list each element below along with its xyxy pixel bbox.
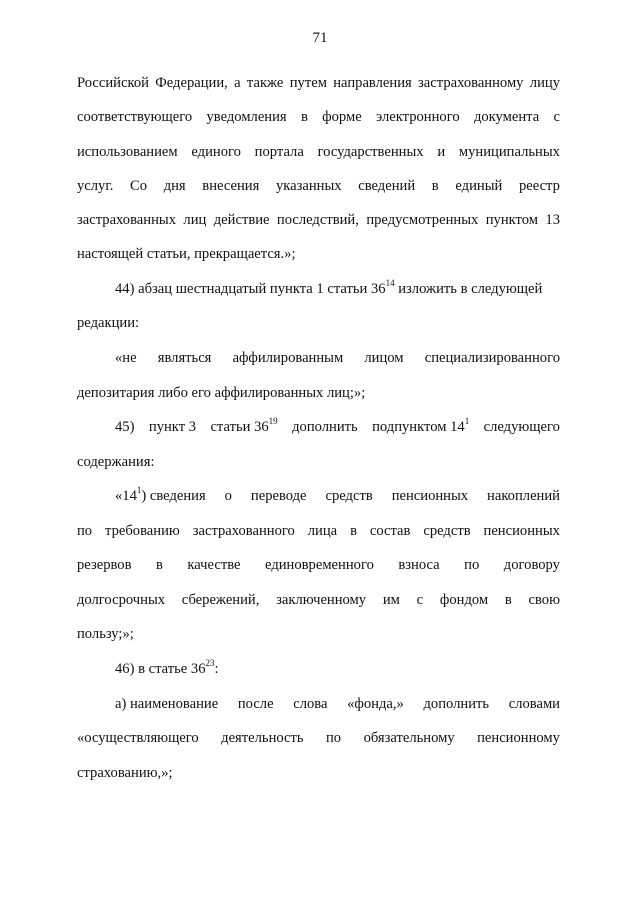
text-run: изложить в следующей: [394, 281, 543, 297]
word: также: [246, 75, 284, 91]
text-line: редакции:: [77, 315, 140, 331]
word: свою: [528, 592, 560, 608]
word: единого: [191, 144, 241, 160]
text-line: страхованию,»;: [77, 765, 173, 781]
word: лиц: [183, 212, 207, 228]
word: с: [553, 109, 560, 125]
text-run: :: [214, 661, 219, 677]
word: застрахованных: [77, 212, 176, 228]
word: подпунктом 14: [372, 419, 465, 435]
text-line: [77, 107, 560, 127]
superscript: 14: [385, 278, 395, 289]
word: аффилированным: [232, 350, 344, 366]
superscript: 1: [136, 485, 142, 496]
item-46-line: [115, 659, 560, 679]
word: действие: [213, 212, 270, 228]
word: следующего: [483, 419, 560, 435]
word: застрахованного: [192, 523, 295, 539]
word: статьи 36: [210, 419, 269, 435]
word: «фонда,»: [347, 696, 404, 712]
word: в: [300, 109, 308, 125]
item-44-line: [115, 279, 560, 299]
word: ) сведения: [141, 488, 206, 504]
text-line: содержания:: [77, 454, 155, 470]
text-run: 46) в статье 36: [115, 661, 206, 677]
word: словами: [508, 696, 560, 712]
word: дополнить: [292, 419, 358, 435]
word: по: [326, 730, 342, 746]
text-run: 44) абзац шестнадцатый пункта 1 статьи 36: [115, 281, 386, 297]
word: лица: [307, 523, 338, 539]
item-45-line: [115, 417, 560, 437]
word: Со: [130, 178, 148, 194]
word: внесения: [202, 178, 260, 194]
text-line: [115, 694, 560, 714]
word: средств: [325, 488, 373, 504]
text-line: пользу;»;: [77, 626, 134, 642]
text-line: [77, 728, 560, 748]
word: реестр: [518, 178, 560, 194]
word: после: [237, 696, 274, 712]
word: в: [431, 178, 439, 194]
text-line: [77, 73, 560, 93]
page-number: 71: [312, 30, 328, 46]
word: в: [350, 523, 357, 539]
word: качестве: [187, 557, 241, 573]
word: лицом: [364, 350, 404, 366]
word: специализированного: [424, 350, 560, 366]
word: пенсионному: [477, 730, 560, 746]
word: уведомления: [206, 109, 287, 125]
word: единый: [455, 178, 503, 194]
word: соответствующего: [77, 109, 193, 125]
word: о: [224, 488, 232, 504]
word: им: [382, 592, 400, 608]
text-line: депозитария либо его аффилированных лиц;»;: [77, 385, 366, 401]
text-line: [77, 590, 560, 610]
word: требованию: [105, 523, 180, 539]
text-line: [115, 348, 560, 368]
text-line: [77, 521, 560, 541]
word: указанных: [275, 178, 342, 194]
word: взноса: [398, 557, 440, 573]
word: в: [156, 557, 163, 573]
word-group: [372, 417, 469, 437]
word: лицу: [529, 75, 560, 91]
word: с: [416, 592, 424, 608]
superscript: 19: [268, 416, 278, 427]
superscript: 23: [205, 658, 215, 669]
word: фондом: [439, 592, 489, 608]
word: слова: [293, 696, 328, 712]
word: предусмотренных: [366, 212, 479, 228]
word: портала: [254, 144, 304, 160]
word: а: [234, 75, 241, 91]
word: сведений: [358, 178, 416, 194]
word: договору: [503, 557, 560, 573]
word: в: [504, 592, 512, 608]
word: резервов: [77, 557, 132, 573]
word: а) наименование: [115, 696, 219, 712]
word: единовременного: [265, 557, 374, 573]
word: услуг.: [77, 178, 114, 194]
word: муниципальных: [458, 144, 560, 160]
word: «осуществляющего: [77, 730, 199, 746]
superscript: 1: [464, 416, 470, 427]
word: дня: [163, 178, 186, 194]
word: 45): [115, 419, 135, 435]
word: сбережений,: [181, 592, 260, 608]
word-group: [115, 486, 206, 506]
word: по: [464, 557, 480, 573]
word: Федерации,: [155, 75, 228, 91]
word: государственных: [317, 144, 424, 160]
word: 13: [545, 212, 560, 228]
text-line: [77, 142, 560, 162]
word: средств: [423, 523, 471, 539]
word: состав: [369, 523, 411, 539]
word: по: [77, 523, 93, 539]
text-line: [77, 210, 560, 230]
word: «не: [115, 350, 137, 366]
word: заключенному: [276, 592, 367, 608]
word: пунктом: [485, 212, 538, 228]
word: направления: [333, 75, 412, 91]
word: дополнить: [423, 696, 490, 712]
word: форме: [322, 109, 362, 125]
word: пенсионных: [391, 488, 469, 504]
word: последствий,: [276, 212, 359, 228]
word: застрахованному: [418, 75, 524, 91]
word: путем: [289, 75, 327, 91]
text-line: [77, 176, 560, 196]
word: пункт 3: [148, 419, 197, 435]
word: электронного: [376, 109, 460, 125]
text-line: настоящей статьи, прекращается.»;: [77, 246, 296, 262]
word: накоплений: [487, 488, 560, 504]
word: деятельность: [221, 730, 304, 746]
word-group: [210, 417, 277, 437]
word: обязательному: [363, 730, 455, 746]
word: документа: [473, 109, 540, 125]
text-line: [77, 555, 560, 575]
word: являться: [157, 350, 212, 366]
word: переводе: [250, 488, 307, 504]
word: долгосрочных: [77, 592, 166, 608]
item-14-1-line: [115, 486, 560, 506]
word: «14: [115, 488, 137, 504]
word: и: [437, 144, 446, 160]
word: пенсионных: [483, 523, 560, 539]
word: использованием: [77, 144, 178, 160]
word: Российской: [77, 75, 149, 91]
